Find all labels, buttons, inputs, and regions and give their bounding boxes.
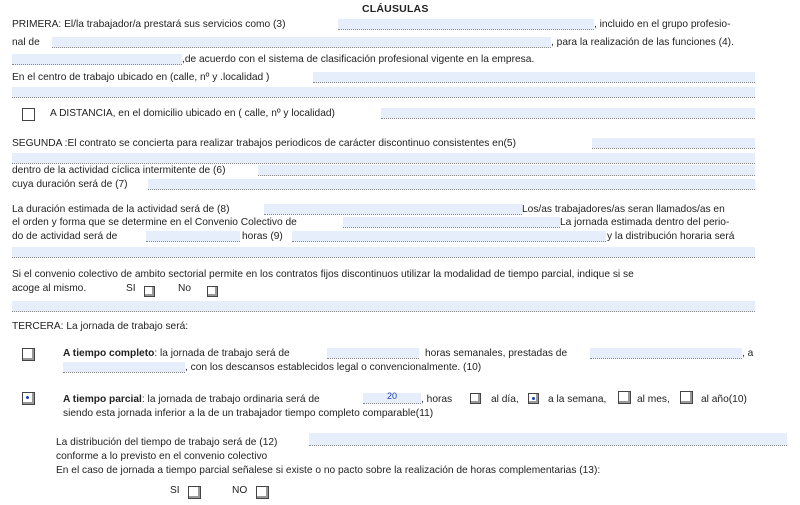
duration-field[interactable] [148, 179, 755, 190]
tiempo-parcial-desc: : la jornada de trabajo ordinaria será de [141, 394, 320, 405]
complementary-no-checkbox[interactable] [256, 486, 269, 499]
distancia-label: A DISTANCIA, en el domicilio ubicado en ( calle, nº y localidad) [50, 108, 335, 119]
clausulas-title: CLÁUSULAS [362, 3, 429, 15]
tiempo-completo-text-c: , a [742, 348, 754, 359]
profession-field[interactable] [338, 19, 594, 30]
per-day-label: al día, [491, 394, 519, 405]
segunda-line7-text: Si el convenio colectivo de ambito sectorial permite en los contratos fijos discontinuos utilizar la modalidad de tiempo parcial, indique si se [12, 269, 634, 280]
tiempo-parcial-text-c: siendo esta jornada inferior a la de un trabajador tiempo completo comparable(11) [63, 408, 434, 419]
per-day-checkbox[interactable] [470, 393, 481, 404]
professional-group-field[interactable] [52, 37, 551, 48]
primera-line2-end: , para la realización de las funciones (4). [551, 37, 734, 48]
tiempo-completo-checkbox[interactable] [22, 348, 35, 361]
cyclic-activity-field[interactable] [258, 165, 755, 176]
part-time-hours-value: 20 [386, 391, 397, 401]
tiempo-completo-desc: : la jornada de trabajo será de [154, 348, 290, 359]
segunda-line6-label: do de actividad será de [12, 231, 118, 242]
complementary-si-checkbox[interactable] [188, 486, 201, 499]
part-time-no-checkbox[interactable] [207, 286, 218, 297]
weekly-hours-field[interactable] [327, 348, 419, 359]
segunda-line2-label: dentro de la actividad cíclica intermitente de (6) [12, 165, 226, 176]
functions-field[interactable] [12, 54, 182, 65]
distancia-checkbox[interactable] [22, 108, 35, 121]
convenio-text: conforme a lo previsto en el convenio colectivo [56, 451, 268, 462]
tiempo-completo-text-a [63, 348, 290, 360]
tiempo-completo-text-d: , con los descansos establecidos legal o convencionalmente. (10) [185, 362, 482, 373]
workplace-address-field[interactable] [313, 72, 755, 83]
complementary-hours-text: En el caso de jornada a tiempo parcial señalese si existe o no pacto sobre la realización de horas complementarias (13): [56, 465, 601, 476]
tercera-line1: TERCERA: La jornada de trabajo será: [12, 321, 189, 332]
convenio-field[interactable] [343, 217, 560, 228]
activities-field[interactable] [592, 138, 755, 149]
segunda-line5-end: La jornada estimada dentro del perio- [560, 217, 730, 228]
schedule-distribution-field[interactable] [12, 247, 755, 258]
activities-field-2[interactable] [12, 153, 755, 164]
tiempo-completo-label: A tiempo completo [63, 348, 155, 359]
estimated-duration-field[interactable] [264, 204, 522, 215]
complementary-si-label: SI [170, 485, 180, 496]
per-week-label: a la semana, [548, 394, 607, 405]
hours-unit-label: , horas [421, 394, 453, 405]
tiempo-parcial-label: A tiempo parcial [63, 394, 142, 405]
per-year-label: al año(10) [701, 394, 747, 405]
workplace-label: En el centro de trabajo ubicado en (calle, nº y .localidad ) [12, 72, 270, 83]
primera-line1-label: PRIMERA: El/la trabajador/a prestará sus servicios como (3) [12, 19, 286, 30]
from-day-field[interactable] [590, 348, 742, 359]
distribution-label: La distribución del tiempo de trabajo será de (12) [56, 437, 278, 448]
primera-line3-text: ,de acuerdo con el sistema de clasificación profesional vigente en la empresa. [182, 54, 535, 65]
hours-detail-field[interactable] [292, 231, 606, 242]
segunda-line4-end: Los/as trabajadores/as seran llamados/as en [522, 204, 725, 215]
per-month-label: al mes, [637, 394, 670, 405]
part-time-si-checkbox[interactable] [144, 286, 155, 297]
primera-line2-label: nal de [12, 37, 40, 48]
segunda-line4-label: La duración estimada de la actividad será de (8) [12, 204, 230, 215]
workplace-address-field-2[interactable] [12, 87, 755, 98]
to-day-field[interactable] [63, 362, 185, 373]
segunda-line1-label: SEGUNDA :El contrato se concierta para realizar trabajos periodicos de carácter discontinuo consistentes en(5) [12, 138, 516, 149]
part-time-note-field[interactable] [12, 301, 755, 312]
distribution-field[interactable] [309, 433, 787, 446]
primera-line1-end: , incluido en el grupo profesio- [594, 19, 731, 30]
tiempo-parcial-checkbox[interactable] [22, 392, 35, 405]
segunda-line6-end: y la distribución horaria será [607, 231, 735, 242]
tiempo-completo-text-b: horas semanales, prestadas de [425, 348, 568, 359]
part-time-no-label: No [178, 283, 192, 294]
distancia-address-field[interactable] [381, 108, 755, 119]
hours-label: horas (9) [242, 231, 283, 242]
tiempo-parcial-text-a [63, 394, 320, 406]
estimated-hours-field[interactable] [146, 231, 240, 242]
per-year-checkbox[interactable] [680, 391, 693, 404]
complementary-no-label: NO [232, 485, 248, 496]
per-week-checkbox[interactable] [528, 393, 539, 404]
segunda-line3-label: cuya duración será de (7) [12, 179, 128, 190]
segunda-line8-text: acoge al mismo. [12, 283, 87, 294]
per-month-checkbox[interactable] [618, 391, 631, 404]
part-time-si-label: SI [126, 283, 136, 294]
segunda-line5-label: el orden y forma que se determine en el Convenio Colectivo de [12, 217, 297, 228]
